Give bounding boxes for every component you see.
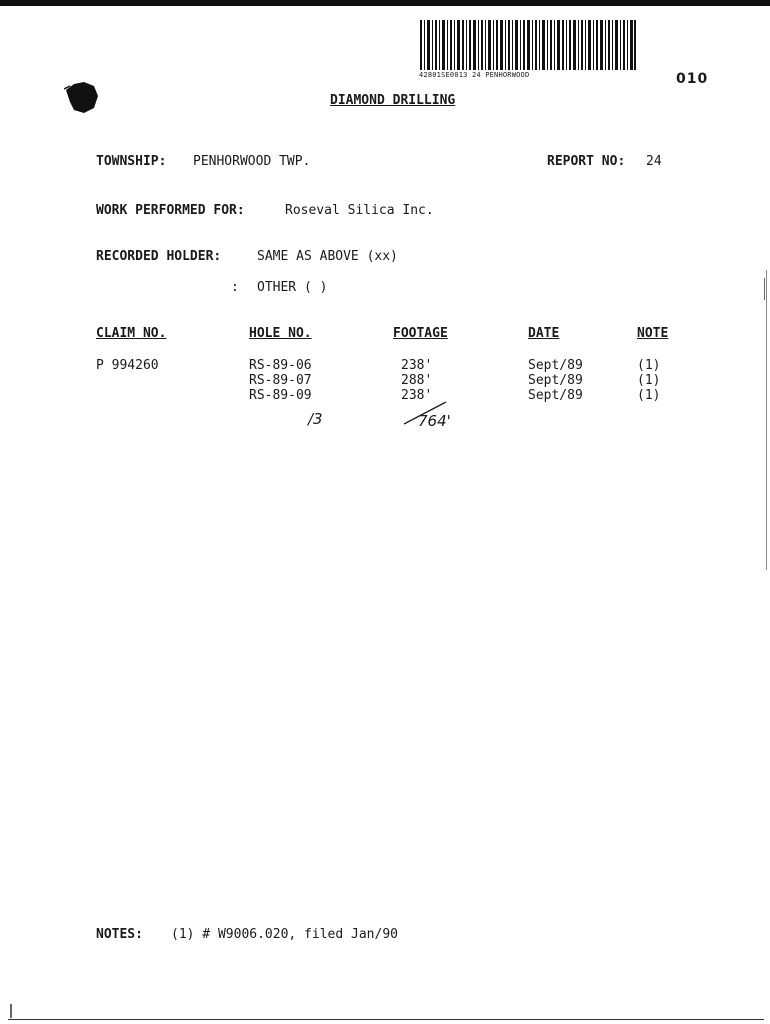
header-note: NOTE: [637, 326, 669, 341]
scan-edge-line: [766, 270, 767, 570]
header-claim-no: CLAIM NO.: [96, 326, 167, 341]
note-cell: (1): [637, 388, 661, 403]
ink-blot-mark: [64, 80, 100, 114]
scan-bottom-border: [8, 1019, 764, 1020]
note-cell: (1): [637, 373, 661, 388]
footage-cell: 238': [401, 358, 433, 373]
scan-top-border: [0, 0, 770, 6]
scan-artifact: [764, 278, 765, 300]
barcode-caption: 42801SE0013 24 PENHORWOOD: [419, 71, 530, 79]
notes-text: (1) # W9006.020, filed Jan/90: [171, 927, 398, 942]
recorded-holder-label: RECORDED HOLDER:: [96, 249, 222, 264]
scan-artifact: [10, 1004, 12, 1018]
note-cell: (1): [637, 358, 661, 373]
work-performed-label: WORK PERFORMED FOR:: [96, 203, 245, 218]
page-code: 010: [676, 71, 709, 87]
other-value: OTHER ( ): [257, 280, 328, 295]
recorded-holder-value: SAME AS ABOVE (xx): [257, 249, 398, 264]
township-label: TOWNSHIP:: [96, 154, 167, 169]
barcode-image: [420, 20, 636, 70]
header-hole-no: HOLE NO.: [249, 326, 312, 341]
footage-cell: 288': [401, 373, 433, 388]
hole-no-cell: RS-89-07: [249, 373, 312, 388]
report-no-value: 24: [646, 154, 662, 169]
document-title: DIAMOND DRILLING: [330, 93, 456, 108]
header-footage: FOOTAGE: [393, 326, 448, 341]
date-cell: Sept/89: [528, 358, 583, 373]
other-colon: :: [231, 280, 239, 295]
footage-cell: 238': [401, 388, 433, 403]
handwritten-hole-count: /3: [308, 410, 323, 428]
date-cell: Sept/89: [528, 373, 583, 388]
township-value: PENHORWOOD TWP.: [193, 154, 311, 169]
hole-no-cell: RS-89-06: [249, 358, 312, 373]
hole-no-cell: RS-89-09: [249, 388, 312, 403]
date-cell: Sept/89: [528, 388, 583, 403]
report-no-label: REPORT NO:: [547, 154, 626, 169]
claim-no-cell: P 994260: [96, 358, 159, 373]
header-date: DATE: [528, 326, 560, 341]
work-performed-value: Roseval Silica Inc.: [285, 203, 434, 218]
handwritten-footage-total: 764': [418, 412, 451, 430]
notes-label: NOTES:: [96, 927, 143, 942]
